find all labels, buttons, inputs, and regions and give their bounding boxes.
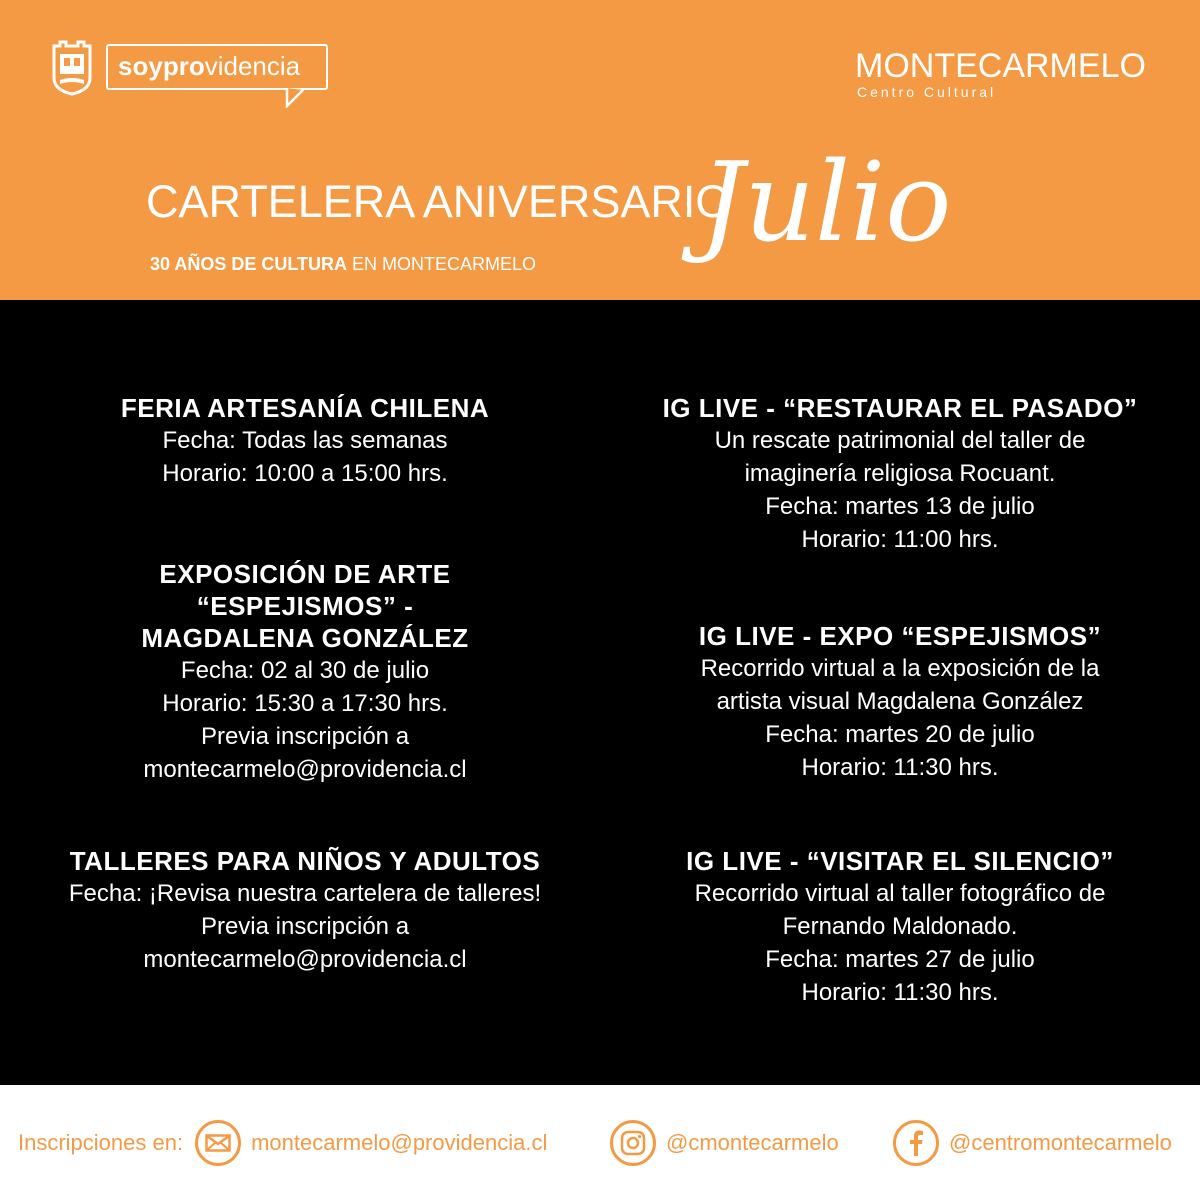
event-detail-line: Fecha: martes 13 de julio bbox=[765, 493, 1035, 520]
speech-bubble-icon bbox=[285, 88, 305, 108]
event-detail-line: montecarmelo@providencia.cl bbox=[143, 756, 467, 783]
footer-email-item[interactable] bbox=[18, 1118, 547, 1168]
subtitle-rest: EN MONTECARMELO bbox=[347, 254, 537, 274]
event-detail-line: artista visual Magdalena González bbox=[716, 688, 1084, 715]
footer-instagram[interactable]: @cmontecarmelo bbox=[666, 1130, 839, 1155]
footer-instagram-item[interactable] bbox=[610, 1118, 839, 1168]
event-title: EXPOSICIÓN DE ARTE bbox=[159, 559, 451, 589]
footer-facebook-item[interactable] bbox=[893, 1118, 1172, 1168]
event-detail-line: Horario: 10:00 a 15:00 hrs. bbox=[162, 460, 448, 487]
event-detail-line: Previa inscripción a bbox=[200, 723, 410, 750]
event-block bbox=[610, 392, 1190, 556]
event-detail-line: Horario: 11:30 hrs. bbox=[801, 754, 999, 781]
videncia-text: videncia bbox=[204, 51, 301, 81]
event-detail-line: Un rescate patrimonial del taller de bbox=[714, 427, 1086, 454]
pro-text: pro bbox=[162, 51, 205, 81]
soyprovidencia-logo-text bbox=[118, 48, 300, 84]
event-detail-line: Fernando Maldonado. bbox=[782, 913, 1018, 940]
page-title: CARTELERA ANIVERSARIO bbox=[146, 176, 731, 227]
event-detail-line: Horario: 15:30 a 17:30 hrs. bbox=[162, 690, 448, 717]
event-detail-line: Previa inscripción a bbox=[200, 913, 410, 940]
event-block bbox=[20, 392, 590, 490]
page-subtitle bbox=[150, 254, 536, 275]
footer-email[interactable]: montecarmelo@providencia.cl bbox=[251, 1130, 548, 1155]
event-detail-line: Fecha: 02 al 30 de julio bbox=[180, 657, 430, 684]
event-detail-line: Horario: 11:30 hrs. bbox=[801, 979, 999, 1006]
montecarmelo-logo: MONTECARMELO bbox=[855, 47, 1146, 85]
header-banner bbox=[0, 0, 1200, 300]
event-title: FERIA ARTESANÍA CHILENA bbox=[120, 393, 490, 423]
event-title: IG LIVE - “VISITAR EL SILENCIO” bbox=[686, 846, 1114, 876]
events-right-column bbox=[610, 300, 1190, 1085]
montecarmelo-logo-subtitle: Centro Cultural bbox=[857, 84, 997, 100]
event-detail-line: Fecha: Todas las semanas bbox=[162, 427, 448, 454]
event-title: MAGDALENA GONZÁLEZ bbox=[141, 623, 469, 653]
event-block bbox=[610, 845, 1190, 1009]
facebook-icon bbox=[893, 1120, 939, 1166]
event-title: IG LIVE - EXPO “ESPEJISMOS” bbox=[698, 621, 1102, 651]
event-block bbox=[610, 620, 1190, 784]
event-detail-line: Fecha: ¡Revisa nuestra cartelera de talleres! bbox=[68, 880, 542, 907]
footer-facebook[interactable]: @centromontecarmelo bbox=[949, 1130, 1172, 1155]
event-detail-line: Fecha: martes 27 de julio bbox=[765, 946, 1035, 973]
soy-text: soy bbox=[118, 51, 163, 81]
event-title: TALLERES PARA NIÑOS Y ADULTOS bbox=[69, 846, 541, 876]
event-detail-line: imaginería religiosa Rocuant. bbox=[744, 460, 1056, 487]
mail-icon bbox=[195, 1120, 241, 1166]
event-block bbox=[20, 845, 590, 976]
month-script bbox=[690, 120, 1030, 320]
footer-label: Inscripciones en: bbox=[18, 1130, 184, 1155]
event-detail-line: Horario: 11:00 hrs. bbox=[801, 526, 999, 553]
event-detail-line: Recorrido virtual a la exposición de la bbox=[700, 655, 1100, 682]
instagram-icon bbox=[610, 1120, 656, 1166]
event-block bbox=[20, 558, 590, 786]
event-title: IG LIVE - “RESTAURAR EL PASADO” bbox=[662, 393, 1138, 423]
events-section bbox=[0, 300, 1200, 1085]
event-detail-line: Fecha: martes 20 de julio bbox=[765, 721, 1035, 748]
crest-icon bbox=[50, 38, 94, 96]
month-script-text: Julio bbox=[700, 138, 952, 266]
event-detail-line: montecarmelo@providencia.cl bbox=[143, 946, 467, 973]
subtitle-bold: 30 AÑOS DE CULTURA bbox=[150, 254, 348, 274]
event-detail-line: Recorrido virtual al taller fotográfico de bbox=[694, 880, 1106, 907]
event-title: “ESPEJISMOS” - bbox=[196, 591, 414, 621]
events-left-column bbox=[20, 300, 590, 1085]
